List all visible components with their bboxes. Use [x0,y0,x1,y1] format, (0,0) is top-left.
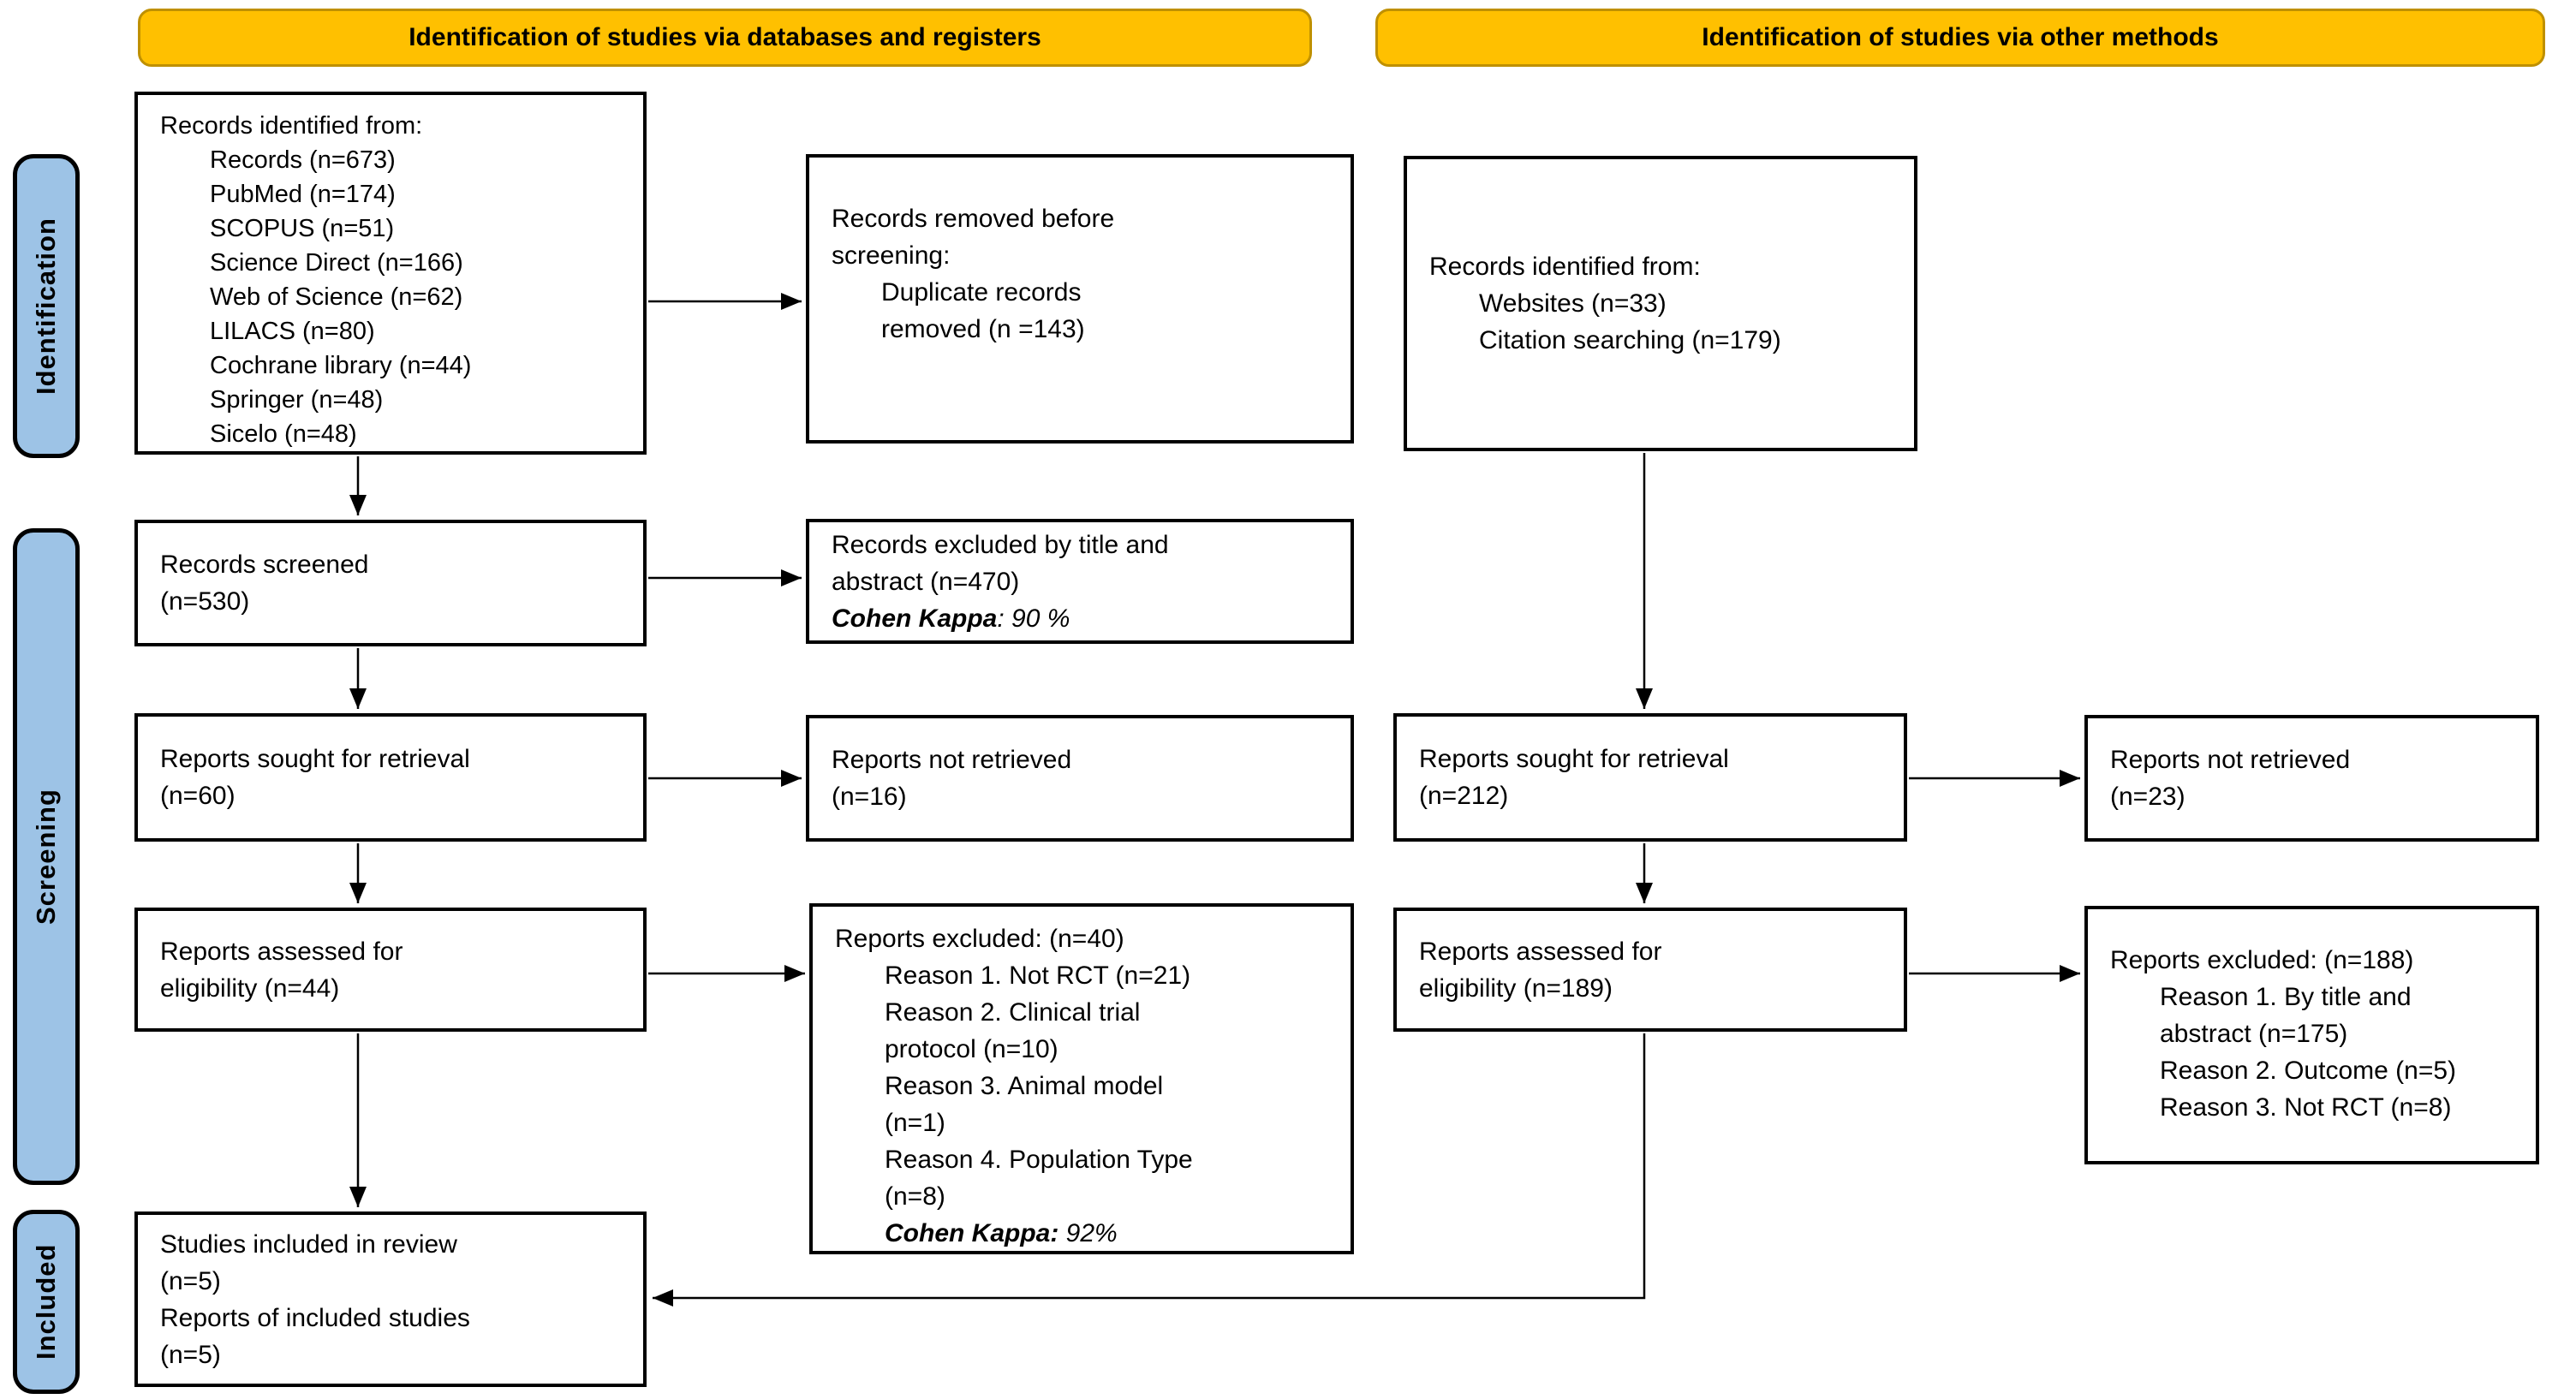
box-line: Reports excluded: (n=188) [2110,946,2414,974]
cohen-kappa-value: : 90 % [997,604,1070,633]
box-line: Springer (n=48) [210,386,384,414]
box-line: Records screened [160,551,369,579]
box-line: abstract (n=470) [832,567,1020,596]
box-line: (n=1) [885,1109,945,1137]
box-line: (n=23) [2110,783,2185,811]
box-reports-not-retrieved-other [2084,715,2539,842]
box-line: removed (n =143) [881,315,1085,343]
cohen-kappa-label: Cohen Kappa [832,604,998,633]
box-line: PubMed (n=174) [210,181,396,208]
box-line: Sicelo (n=48) [210,420,357,448]
box-line: Reason 3. Animal model [885,1072,1164,1100]
box-line: Records (n=673) [210,146,396,174]
box-line: (n=212) [1419,782,1509,810]
box-line: Duplicate records [881,278,1082,307]
header-databases-registers [138,9,1312,67]
box-line: Reports assessed for [160,937,403,966]
header-other-methods [1375,9,2545,67]
box-line: Cochrane library (n=44) [210,352,472,379]
box-studies-included [134,1211,647,1387]
box-records-identified-other [1404,156,1917,451]
box-line: Reason 2. Outcome (n=5) [2160,1057,2457,1085]
box-line: (n=8) [885,1182,945,1211]
box-line: Reports assessed for [1419,937,1662,966]
stage-screening-text: Screening [31,789,61,925]
cohen-kappa-label: Cohen Kappa: [885,1219,1059,1247]
box-line: Reason 1. By title and [2160,983,2412,1011]
box-line: Reason 2. Clinical trial [885,998,1141,1027]
box-line: (n=16) [832,783,907,811]
box-line: Studies included in review [160,1229,457,1259]
stage-identification-text: Identification [31,217,61,395]
cohen-kappa-line [832,600,1344,637]
box-records-removed-before-screening [806,154,1354,444]
box-line: screening: [832,241,951,270]
box-line: eligibility (n=44) [160,973,340,1003]
stage-included-text: Included [31,1243,61,1360]
box-reports-not-retrieved-databases [806,715,1354,842]
box-line: Reason 1. Not RCT (n=21) [885,961,1191,990]
stage-label-identification [13,154,80,458]
box-reports-sought-other [1393,713,1907,842]
cohen-kappa-value: 92% [1058,1219,1118,1247]
stage-label-included [13,1210,80,1394]
box-line: Reason 4. Population Type [885,1146,1193,1174]
box-line: Web of Science (n=62) [210,283,463,311]
box-line: Websites (n=33) [1479,289,1667,318]
box-line: LILACS (n=80) [210,318,375,345]
box-line: (n=530) [160,587,250,616]
box-line: Reports not retrieved [2110,746,2351,774]
box-reports-excluded-databases [809,903,1354,1254]
box-line: Reason 3. Not RCT (n=8) [2160,1093,2452,1122]
cohen-kappa-line [835,1215,1344,1252]
box-line: SCOPUS (n=51) [210,215,395,242]
box-line: Citation searching (n=179) [1479,326,1781,354]
box-line: Records removed before [832,205,1115,233]
box-line: Records identified from: [160,112,423,140]
box-records-identified-databases [134,92,647,455]
box-line: Reports not retrieved [832,746,1072,774]
box-line: Records excluded by title and [832,530,1169,559]
box-reports-excluded-other [2084,906,2539,1164]
box-records-excluded-title-abstract [806,519,1354,644]
box-line: Reports excluded: (n=40) [835,925,1124,953]
box-line: Science Direct (n=166) [210,249,463,277]
box-line: (n=5) [160,1266,221,1295]
box-line: Reports sought for retrieval [160,745,470,773]
box-records-screened [134,520,647,646]
box-line: Records identified from: [1429,253,1701,281]
box-reports-assessed-databases [134,908,647,1032]
box-line: abstract (n=175) [2160,1020,2348,1048]
box-line: (n=5) [160,1340,221,1369]
box-line: eligibility (n=189) [1419,973,1613,1003]
header-other-label: Identification of studies via other methods [1702,23,2219,51]
box-reports-sought-databases [134,713,647,842]
box-line: Reports sought for retrieval [1419,745,1729,773]
header-databases-label: Identification of studies via databases and registers [408,23,1041,51]
box-reports-assessed-other [1393,908,1907,1032]
box-line: Reports of included studies [160,1303,470,1332]
box-line: protocol (n=10) [885,1035,1058,1063]
stage-label-screening [13,528,80,1185]
box-line: (n=60) [160,782,236,810]
